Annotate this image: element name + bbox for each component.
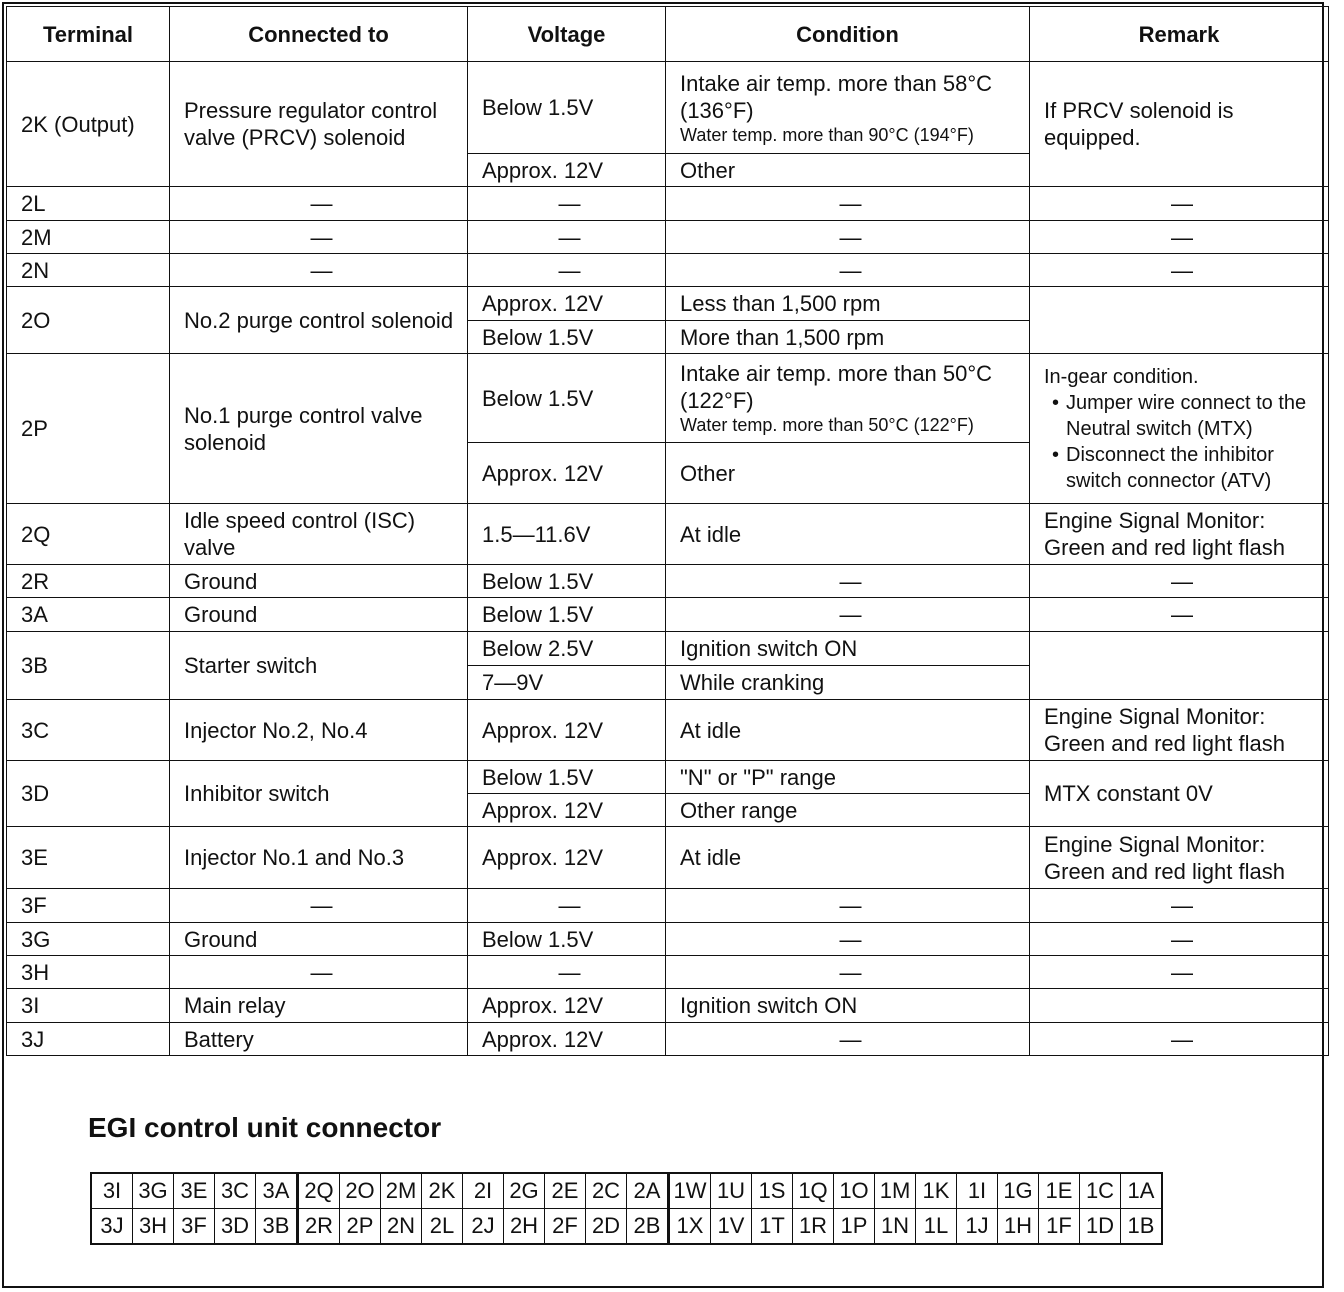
dash-cell: — xyxy=(1030,923,1329,956)
connected-cell: Injector No.1 and No.3 xyxy=(170,827,468,889)
voltage-cell: 7—9V xyxy=(468,666,666,700)
table-row xyxy=(7,632,1329,666)
terminal-cell: 2M xyxy=(7,221,170,254)
terminal-cell: 3J xyxy=(7,1023,170,1056)
connector-pin: 2J xyxy=(463,1209,504,1245)
connector-pin: 1Q xyxy=(793,1173,834,1209)
dash-cell: — xyxy=(1030,889,1329,923)
connector-pin: 2F xyxy=(545,1209,586,1245)
connector-pin: 1F xyxy=(1039,1209,1080,1245)
terminal-cell: 3C xyxy=(7,700,170,761)
condition-text: Intake air temp. more than 58°C (136°F) xyxy=(680,70,993,123)
header-remark: Remark xyxy=(1030,7,1329,62)
remark-cell xyxy=(1030,354,1329,504)
condition-cell: Less than 1,500 rpm xyxy=(666,287,1030,321)
voltage-cell: Below 2.5V xyxy=(468,632,666,666)
table-row xyxy=(7,565,1329,598)
voltage-cell: 1.5—11.6V xyxy=(468,504,666,565)
header-row xyxy=(7,7,1329,62)
connector-pin: 1E xyxy=(1039,1173,1080,1209)
terminal-cell: 3F xyxy=(7,889,170,923)
connector-pin: 1N xyxy=(875,1209,916,1245)
table-row xyxy=(7,1023,1329,1056)
dash-cell: — xyxy=(666,254,1030,287)
connector-pin: 2G xyxy=(504,1173,545,1209)
dash-cell: — xyxy=(468,187,666,221)
connected-cell: Ground xyxy=(170,598,468,632)
voltage-cell: Below 1.5V xyxy=(468,598,666,632)
voltage-cell: Approx. 12V xyxy=(468,700,666,761)
table-row xyxy=(7,989,1329,1023)
connector-pin: 3B xyxy=(256,1209,298,1245)
connector-pin: 1O xyxy=(834,1173,875,1209)
remark-cell xyxy=(1030,989,1329,1023)
dash-cell: — xyxy=(468,956,666,989)
dash-cell: — xyxy=(468,254,666,287)
terminal-cell: 3E xyxy=(7,827,170,889)
connector-bottom-row xyxy=(91,1209,1162,1245)
dash-cell: — xyxy=(1030,565,1329,598)
terminal-cell: 2P xyxy=(7,354,170,504)
terminal-cell: 3H xyxy=(7,956,170,989)
connected-cell: Ground xyxy=(170,923,468,956)
dash-cell: — xyxy=(666,221,1030,254)
table-row xyxy=(7,923,1329,956)
connector-pin: 1U xyxy=(711,1173,752,1209)
connector-pin: 3F xyxy=(174,1209,215,1245)
voltage-cell: Approx. 12V xyxy=(468,827,666,889)
remark-cell: Engine Signal Monitor: Green and red light flash xyxy=(1030,700,1329,761)
table-row xyxy=(7,889,1329,923)
connector-pin: 1B xyxy=(1121,1209,1163,1245)
connector-pin: 1C xyxy=(1080,1173,1121,1209)
header-voltage: Voltage xyxy=(468,7,666,62)
connector-pin: 2H xyxy=(504,1209,545,1245)
connector-pin: 2A xyxy=(627,1173,669,1209)
connector-pin: 1W xyxy=(669,1173,711,1209)
dash-cell: — xyxy=(170,956,468,989)
condition-cell: While cranking xyxy=(666,666,1030,700)
connected-cell: No.2 purge control solenoid xyxy=(170,287,468,354)
connector-pin: 1K xyxy=(916,1173,957,1209)
dash-cell: — xyxy=(1030,598,1329,632)
dash-cell: — xyxy=(468,221,666,254)
connector-pin: 1R xyxy=(793,1209,834,1245)
remark-bullet: • Jumper wire connect to the Neutral switch (MTX) xyxy=(1044,390,1320,442)
condition-cell xyxy=(666,62,1030,154)
dash-cell: — xyxy=(666,956,1030,989)
condition-note: Water temp. more than 90°C (194°F) xyxy=(680,124,974,145)
connector-pin: 2K xyxy=(422,1173,463,1209)
connector-pin: 2O xyxy=(340,1173,381,1209)
condition-cell: At idle xyxy=(666,504,1030,565)
terminal-cell: 2Q xyxy=(7,504,170,565)
connector-pin: 2B xyxy=(627,1209,669,1245)
table-row xyxy=(7,254,1329,287)
connector-top-row xyxy=(91,1173,1162,1209)
connector-pin: 2E xyxy=(545,1173,586,1209)
connector-pin: 1M xyxy=(875,1173,916,1209)
header-terminal: Terminal xyxy=(7,7,170,62)
dash-cell: — xyxy=(666,565,1030,598)
voltage-cell: Below 1.5V xyxy=(468,923,666,956)
remark-cell: Engine Signal Monitor: Green and red light flash xyxy=(1030,504,1329,565)
connector-pin: 2N xyxy=(381,1209,422,1245)
header-condition: Condition xyxy=(666,7,1030,62)
condition-cell: At idle xyxy=(666,700,1030,761)
condition-cell xyxy=(666,354,1030,443)
connector-pin: 1A xyxy=(1121,1173,1163,1209)
connected-cell: Battery xyxy=(170,1023,468,1056)
voltage-cell: Approx. 12V xyxy=(468,287,666,321)
voltage-cell: Approx. 12V xyxy=(468,443,666,504)
voltage-cell: Below 1.5V xyxy=(468,354,666,443)
remark-title: In-gear condition. xyxy=(1044,365,1199,388)
connector-pin: 1P xyxy=(834,1209,875,1245)
connected-cell: Ground xyxy=(170,565,468,598)
connector-pin: 2M xyxy=(381,1173,422,1209)
table-row xyxy=(7,700,1329,761)
connector-pin: 2D xyxy=(586,1209,627,1245)
connected-cell: Starter switch xyxy=(170,632,468,700)
connector-pin: 3G xyxy=(133,1173,174,1209)
terminal-cell: 2R xyxy=(7,565,170,598)
terminal-cell: 3D xyxy=(7,761,170,827)
condition-cell: Ignition switch ON xyxy=(666,632,1030,666)
connector-pin: 1X xyxy=(669,1209,711,1245)
table-row xyxy=(7,287,1329,321)
voltage-cell: Approx. 12V xyxy=(468,989,666,1023)
voltage-cell: Below 1.5V xyxy=(468,62,666,154)
condition-cell: Ignition switch ON xyxy=(666,989,1030,1023)
condition-cell: "N" or "P" range xyxy=(666,761,1030,794)
condition-text: Intake air temp. more than 50°C (122°F) xyxy=(680,361,993,413)
remark-cell xyxy=(1030,287,1329,354)
connector-title: EGI control unit connector xyxy=(88,1112,442,1143)
connector-pin: 2R xyxy=(298,1209,340,1245)
connector-pin: 1J xyxy=(957,1209,998,1245)
dash-cell: — xyxy=(666,889,1030,923)
connected-cell: Inhibitor switch xyxy=(170,761,468,827)
table-row xyxy=(7,956,1329,989)
dash-cell: — xyxy=(666,187,1030,221)
connector-pin: 2C xyxy=(586,1173,627,1209)
remark-bullets xyxy=(1044,390,1320,494)
table-row xyxy=(7,187,1329,221)
remark-bullet: • Disconnect the inhibitor switch connector (ATV) xyxy=(1044,442,1320,494)
dash-cell: — xyxy=(666,923,1030,956)
condition-cell: At idle xyxy=(666,827,1030,889)
connector-pin: 2I xyxy=(463,1173,504,1209)
connector-pin: 2L xyxy=(422,1209,463,1245)
terminal-cell: 3B xyxy=(7,632,170,700)
voltage-cell: Approx. 12V xyxy=(468,794,666,827)
dash-cell: — xyxy=(1030,254,1329,287)
connector-pin: 3I xyxy=(91,1173,133,1209)
connector-pin: 3A xyxy=(256,1173,298,1209)
voltage-cell: Below 1.5V xyxy=(468,761,666,794)
terminal-cell: 2L xyxy=(7,187,170,221)
dash-cell: — xyxy=(170,889,468,923)
dash-cell: — xyxy=(1030,956,1329,989)
condition-cell: More than 1,500 rpm xyxy=(666,321,1030,354)
terminal-cell: 2K (Output) xyxy=(7,62,170,187)
voltage-cell: Below 1.5V xyxy=(468,321,666,354)
condition-note: Water temp. more than 50°C (122°F) xyxy=(680,415,974,435)
dash-cell: — xyxy=(666,1023,1030,1056)
condition-cell: Other range xyxy=(666,794,1030,827)
connector-pin: 2P xyxy=(340,1209,381,1245)
remark-cell xyxy=(1030,632,1329,700)
connected-cell: Pressure regulator control valve (PRCV) solenoid xyxy=(170,62,468,187)
connector-pin: 1I xyxy=(957,1173,998,1209)
terminal-cell: 3I xyxy=(7,989,170,1023)
dash-cell: — xyxy=(1030,221,1329,254)
connector-pin: 1G xyxy=(998,1173,1039,1209)
connector-pin: 1V xyxy=(711,1209,752,1245)
header-connected-to: Connected to xyxy=(170,7,468,62)
table-row xyxy=(7,598,1329,632)
connector-pin: 3C xyxy=(215,1173,256,1209)
dash-cell: — xyxy=(666,598,1030,632)
connector-pin: 1H xyxy=(998,1209,1039,1245)
connector-pin: 1T xyxy=(752,1209,793,1245)
dash-cell: — xyxy=(468,889,666,923)
connector-pin: 1D xyxy=(1080,1209,1121,1245)
table-row xyxy=(7,827,1329,889)
dash-cell: — xyxy=(170,187,468,221)
table-row xyxy=(7,62,1329,154)
remark-cell: MTX constant 0V xyxy=(1030,761,1329,827)
connector-pin-diagram xyxy=(90,1172,1163,1245)
connected-cell: Main relay xyxy=(170,989,468,1023)
voltage-cell: Below 1.5V xyxy=(468,565,666,598)
terminal-cell: 2N xyxy=(7,254,170,287)
connector-pin: 1S xyxy=(752,1173,793,1209)
dash-cell: — xyxy=(170,221,468,254)
table-row xyxy=(7,354,1329,443)
terminal-cell: 3A xyxy=(7,598,170,632)
dash-cell: — xyxy=(170,254,468,287)
voltage-cell: Approx. 12V xyxy=(468,1023,666,1056)
condition-cell: Other xyxy=(666,154,1030,187)
connector-pin: 1L xyxy=(916,1209,957,1245)
terminal-cell: 3G xyxy=(7,923,170,956)
table-row xyxy=(7,761,1329,794)
dash-cell: — xyxy=(1030,1023,1329,1056)
table-row xyxy=(7,504,1329,565)
connector-pin: 3H xyxy=(133,1209,174,1245)
remark-cell: If PRCV solenoid is equipped. xyxy=(1030,62,1329,187)
connected-cell: No.1 purge control valve solenoid xyxy=(170,354,468,504)
remark-cell: Engine Signal Monitor: Green and red light flash xyxy=(1030,827,1329,889)
connector-pin: 3J xyxy=(91,1209,133,1245)
table-row xyxy=(7,221,1329,254)
terminal-cell: 2O xyxy=(7,287,170,354)
connected-cell: Injector No.2, No.4 xyxy=(170,700,468,761)
connector-pin: 3E xyxy=(174,1173,215,1209)
condition-cell: Other xyxy=(666,443,1030,504)
voltage-cell: Approx. 12V xyxy=(468,154,666,187)
dash-cell: — xyxy=(1030,187,1329,221)
terminal-spec-table xyxy=(6,6,1329,1056)
connector-pin: 2Q xyxy=(298,1173,340,1209)
connected-cell: Idle speed control (ISC) valve xyxy=(170,504,468,565)
connector-pin: 3D xyxy=(215,1209,256,1245)
document-sheet xyxy=(2,2,1324,1288)
